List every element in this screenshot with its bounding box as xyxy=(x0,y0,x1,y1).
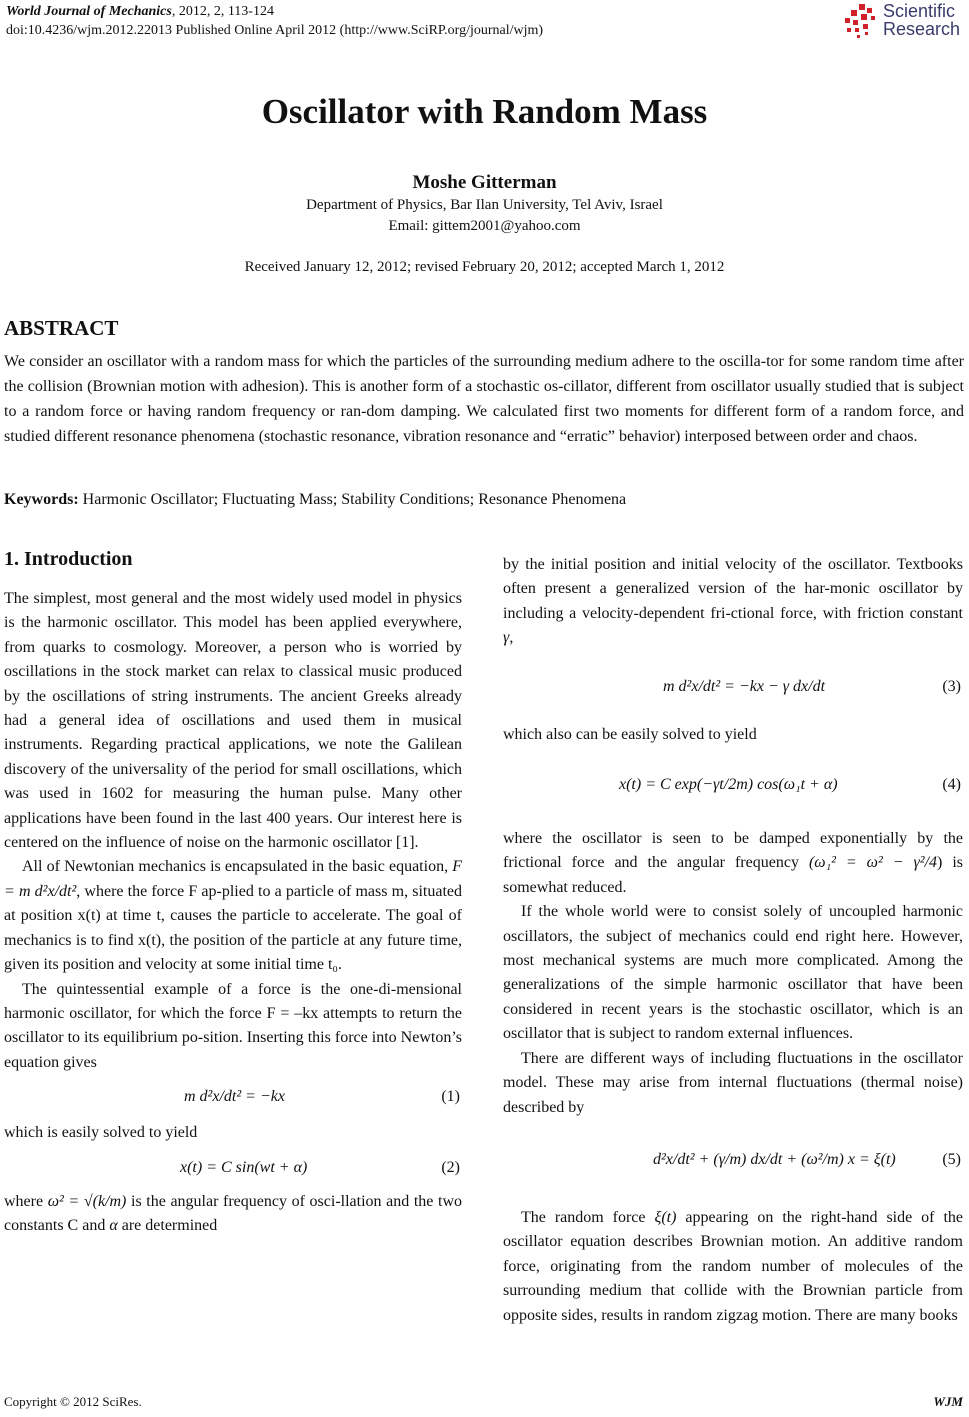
inline-equation-xi: ξ(t) xyxy=(654,1208,677,1226)
inline-equation-newton: F = m d²x/dt² xyxy=(4,858,463,900)
right-paragraph-1-text: by the initial position and initial velocity of the oscillator. Textbooks often present a generalized version of the har-monic oscillator by including a velocity-dependent fri-ctional force, with friction constant xyxy=(503,556,963,622)
paragraph-3: The quintessential example of a force is the one-di-mensional harmonic oscillator, for which the force F = –kx attempts to return the oscillator to its equilibrium po-sition. Inserting this force into Newton’s equation gives xyxy=(4,980,462,1071)
journal-volume: , 2012, 2, 113-124 xyxy=(171,4,274,19)
equation-2-row xyxy=(4,1146,462,1190)
paragraph-2-start: All of Newtonian mechanics is encapsulated in the basic equation, xyxy=(22,858,449,876)
right-paragraph-5: There are different ways of including fluctuations in the oscillator model. These may arise from internal fluctuations (thermal noise) described by xyxy=(503,1049,963,1116)
keywords-line xyxy=(4,491,964,509)
right-paragraph-6-end: appearing on the right-hand side of the oscillator equation describes Brownian motion. An additive random force, originating from the random number of molecules of the surrounding medium that collide with the Brownian particle from opposite sides, results in random zigzag motion. There are many books xyxy=(503,1208,964,1324)
author-affiliation: Department of Physics, Bar Ilan University, Tel Aviv, Israel xyxy=(306,197,663,213)
inline-equation-omega: ω² = √(k/m) xyxy=(47,1192,127,1210)
right-paragraph-6 xyxy=(503,1206,963,1328)
received-dates: Received January 12, 2012; revised February 20, 2012; accepted March 1, 2012 xyxy=(244,259,725,275)
equation-4: x(t) = C exp(−γt/2m) cos(ω₁t + α) xyxy=(619,776,838,794)
right-paragraph-6-start: The random force xyxy=(521,1208,646,1226)
author-name: Moshe Gitterman xyxy=(412,172,557,193)
keywords-text: Harmonic Oscillator; Fluctuating Mass; Stability Conditions; Resonance Phenomena xyxy=(78,491,627,508)
equation-4-number: (4) xyxy=(942,776,961,794)
author-email[interactable]: Email: gittem2001@yahoo.com xyxy=(388,218,581,234)
right-paragraph-1 xyxy=(503,553,963,651)
equation-5-number: (5) xyxy=(942,1150,961,1168)
equation-3-number: (3) xyxy=(942,677,961,695)
abstract-heading: ABSTRACT xyxy=(4,316,119,340)
equation-5: d²x/dt² + (γ/m) dx/dt + (ω²/m) x = ξ(t) xyxy=(653,1150,896,1168)
right-paragraph-3 xyxy=(503,827,963,900)
equation-5-row xyxy=(503,1120,963,1206)
doi-line: doi:10.4236/wjm.2012.22013 Published Online April 2012 (http://www.SciRP.org/journal/wjm) xyxy=(6,23,544,38)
right-paragraph-2: which also can be easily solved to yield xyxy=(503,725,757,743)
right-paragraph-4: If the whole world were to consist solely of uncoupled harmonic oscillators, the subject of mechanics could end right here. However, most mechanical systems are much more complicated. Among the generalizations of the simple harmonic oscillator that have been considered in recent years is the stochastic oscillator, which is an oscillator that is subject to random external influences. xyxy=(503,903,963,1043)
alpha-symbol: α xyxy=(109,1216,118,1234)
paragraph-5-end: are determined xyxy=(121,1216,218,1234)
logo-text-line1: Scientific xyxy=(883,1,956,21)
inline-equation-omega1: (ω₁² = ω² − γ²/4 xyxy=(808,854,938,872)
paragraph-4: which is easily solved to yield xyxy=(4,1124,198,1142)
publisher-logo[interactable] xyxy=(843,0,963,44)
paragraph-2 xyxy=(4,855,462,977)
right-paragraph-3-end: ) is somewhat reduced. xyxy=(503,854,964,896)
journal-abbreviation: WJM xyxy=(933,1394,963,1409)
right-column xyxy=(503,553,963,1328)
left-column xyxy=(4,587,462,1238)
paragraph-1: The simplest, most general and the most widely used model in physics is the harmonic oscillator. This model has been applied everywhere, from quarks to cosmology. Moreover, a person who is worried by oscillations in the stock market can relax to classical music produced by the oscillations of string instruments. The ancient Greeks already had a general idea of oscillations and used them in musical instruments. Regarding practical applications, we note the Galilean discovery of the universality of the period for small oscillations, which was used in 1602 for measuring the human pulse. Many other applications have been found in the last 400 years. Our interest here is centered on the influence of noise on the harmonic oscillator [1]. xyxy=(4,590,462,852)
equation-1-number: (1) xyxy=(441,1088,460,1106)
equation-2-number: (2) xyxy=(441,1158,460,1176)
equation-4-row xyxy=(503,747,963,827)
logo-text-line2: Research xyxy=(883,19,961,39)
equation-1: m d²x/dt² = −kx xyxy=(184,1088,285,1106)
equation-1-row xyxy=(4,1075,462,1121)
paragraph-5 xyxy=(4,1190,462,1239)
section-heading-introduction: 1. Introduction xyxy=(4,548,133,570)
scirp-dots-logo-icon xyxy=(843,2,881,42)
right-paragraph-1-end: , xyxy=(509,629,514,647)
journal-name: World Journal of Mechanics xyxy=(6,4,172,19)
equation-2: x(t) = C sin(wt + α) xyxy=(180,1158,308,1176)
paragraph-2-end: , where the force F ap-plied to a particle of mass m, situated at position x(t) at time t, causes the particle to accelerate. The goal of mechanics is to find x(t), the position of the particle at any future time, given its position and velocity at some initial time t₀. xyxy=(4,882,462,974)
gamma-symbol: γ xyxy=(503,629,510,647)
right-paragraph-3-text: where the oscillator is seen to be damped exponentially by the frictional force and the angular frequency xyxy=(503,830,963,872)
paragraph-5-start: where xyxy=(4,1192,44,1210)
equation-3: m d²x/dt² = −kx − γ dx/dt xyxy=(663,677,826,695)
paragraph-5-middle: is the angular frequency of osci-llation and the two constants C and xyxy=(4,1192,463,1234)
keywords-label: Keywords: xyxy=(4,491,79,508)
paper-title: Oscillator with Random Mass xyxy=(261,92,708,131)
journal-header xyxy=(6,2,543,40)
abstract-text: We consider an oscillator with a random mass for which the particles of the surrounding medium adhere to the oscilla-tor for some random time after the collision (Brownian motion with adhesion). This is another form of a stochastic os-cillator, different from oscillator usually studied that is subject to a random force or having random frequency or ran-dom damping. We calculated first two moments for different form of a random force, and studied different resonance phenomena (stochastic resonance, vibration resonance and “erratic” behavior) interposed between order and chaos. xyxy=(4,353,964,445)
copyright-footer: Copyright © 2012 SciRes. xyxy=(4,1394,142,1409)
equation-3-row xyxy=(503,651,963,723)
